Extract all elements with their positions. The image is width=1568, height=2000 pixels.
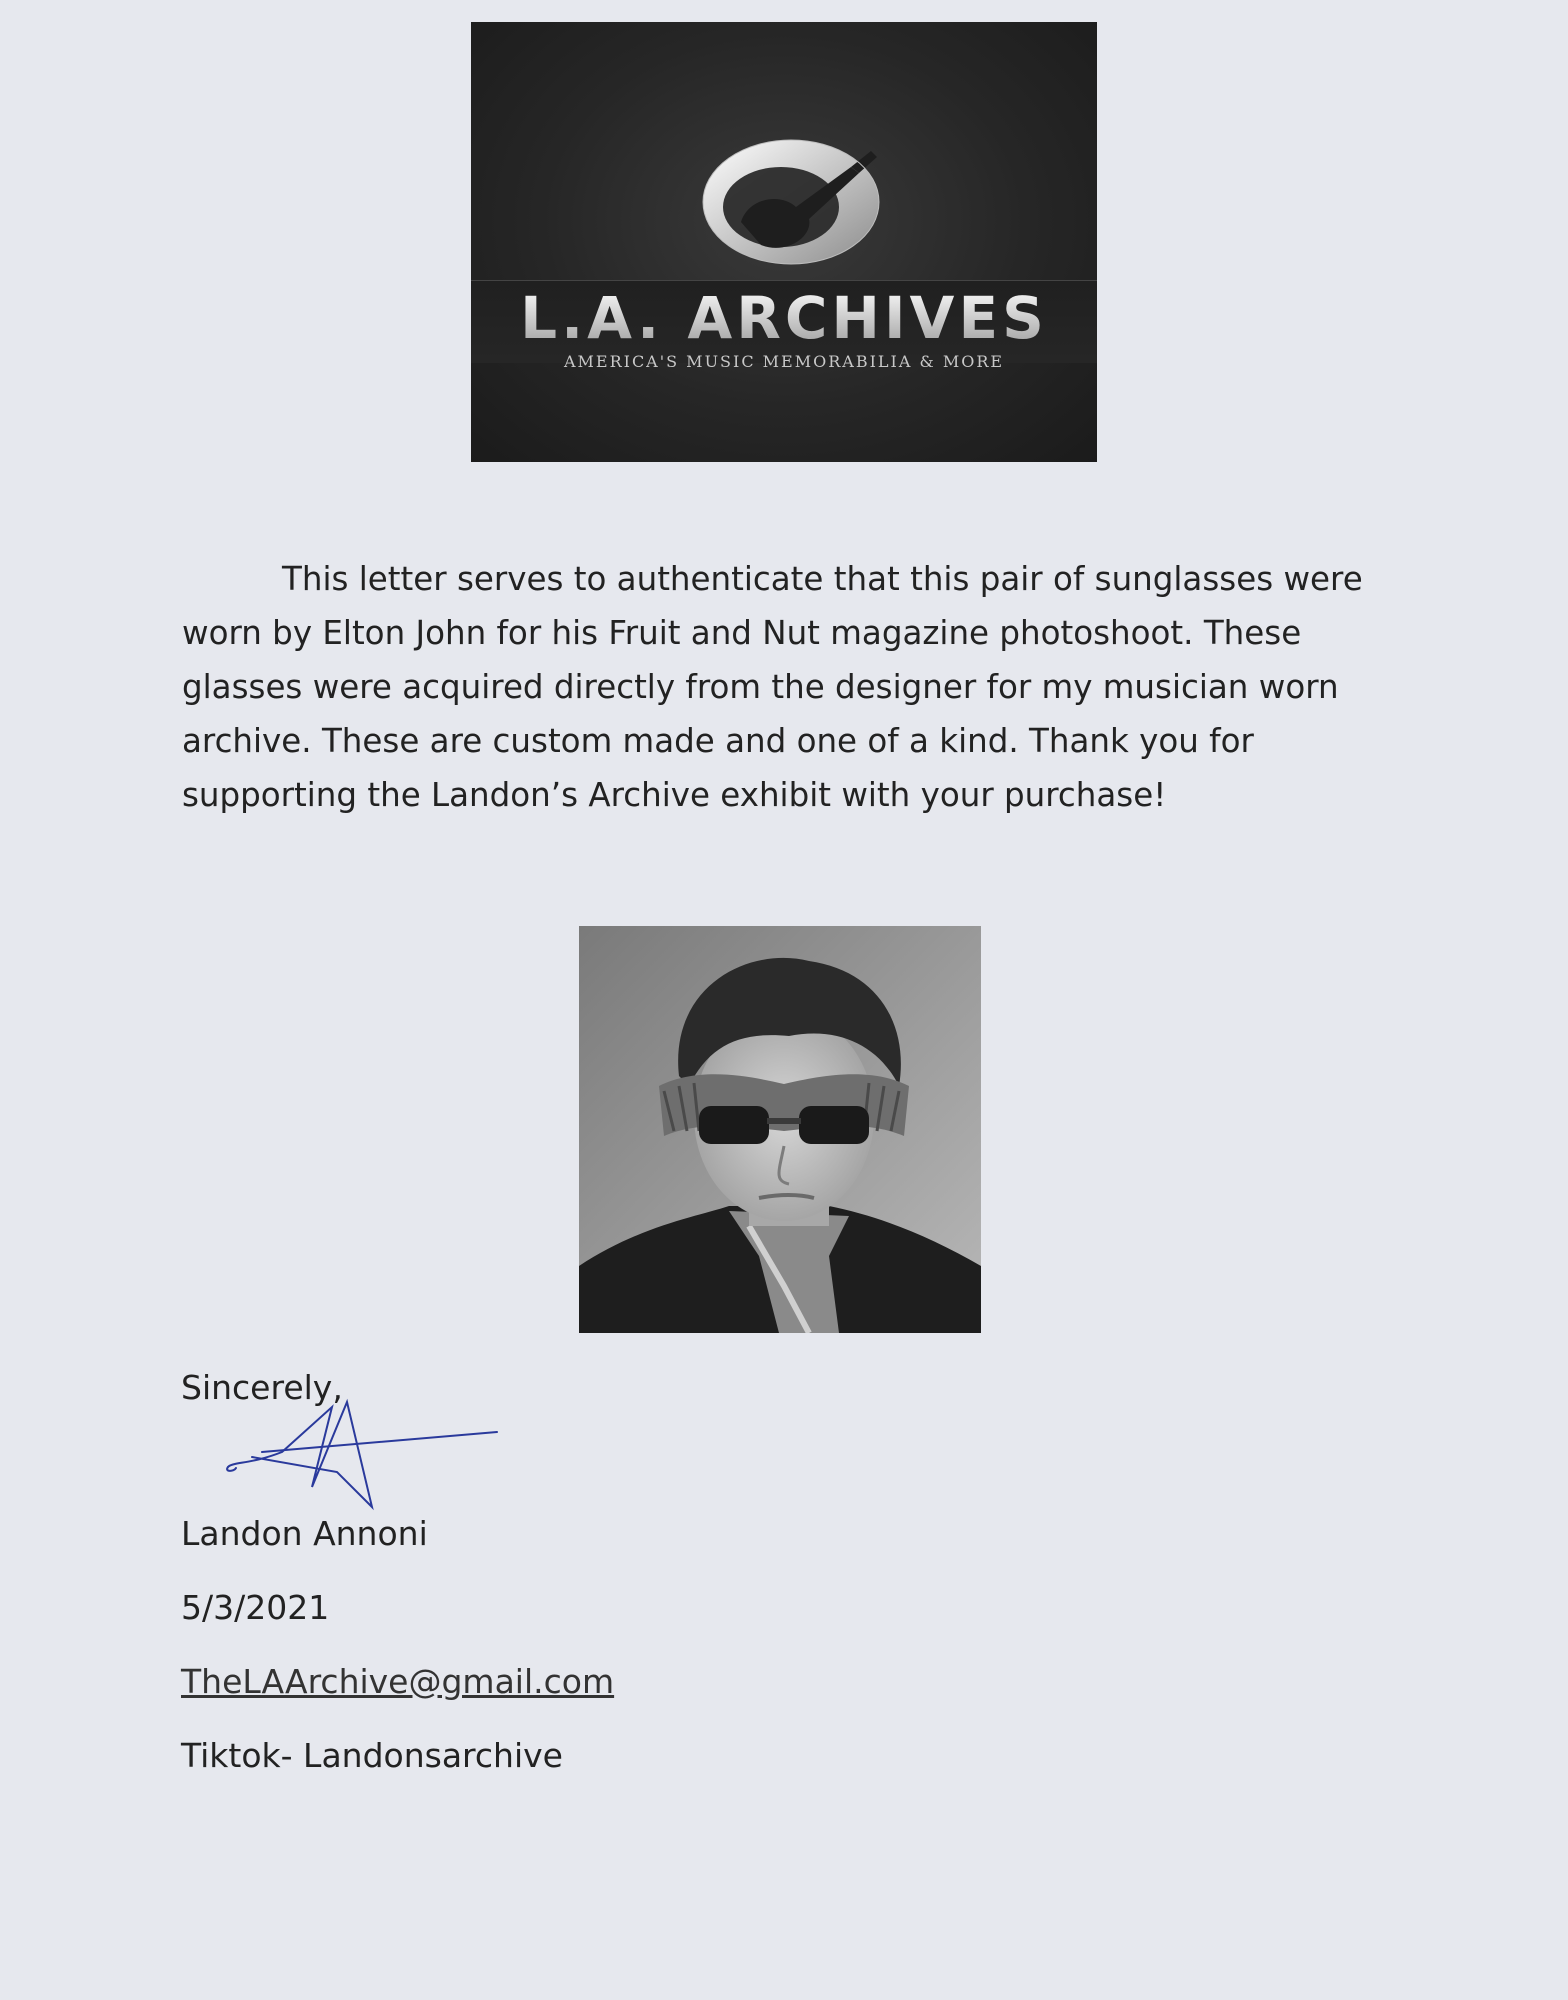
handwritten-signature [222, 1392, 502, 1512]
la-archives-logo [471, 22, 1097, 462]
closing-salutation: Sincerely, [181, 1368, 343, 1407]
logo-tagline: AMERICA'S MUSIC MEMORABILIA & MORE [563, 352, 1005, 371]
contact-email-link[interactable]: TheLAArchive@gmail.com [181, 1662, 615, 1701]
social-handle: Tiktok- Landonsarchive [181, 1736, 563, 1775]
letter-body: This letter serves to authenticate that this pair of sunglasses were worn by Elton John for his Fruit and Nut magazine photoshoot. These glasses were acquired directly from the designer for my musician worn archive. These are custom made and one of a kind. Thank you for supporting the Landon’s Archive exhibit with your purchase! [182, 560, 1363, 814]
portrait-photo [579, 926, 981, 1333]
logo-name: L.A. ARCHIVES [471, 284, 1097, 352]
signer-name: Landon Annoni [181, 1514, 428, 1553]
vinyl-record-guitar-icon [701, 127, 881, 277]
letter-date: 5/3/2021 [181, 1588, 330, 1627]
